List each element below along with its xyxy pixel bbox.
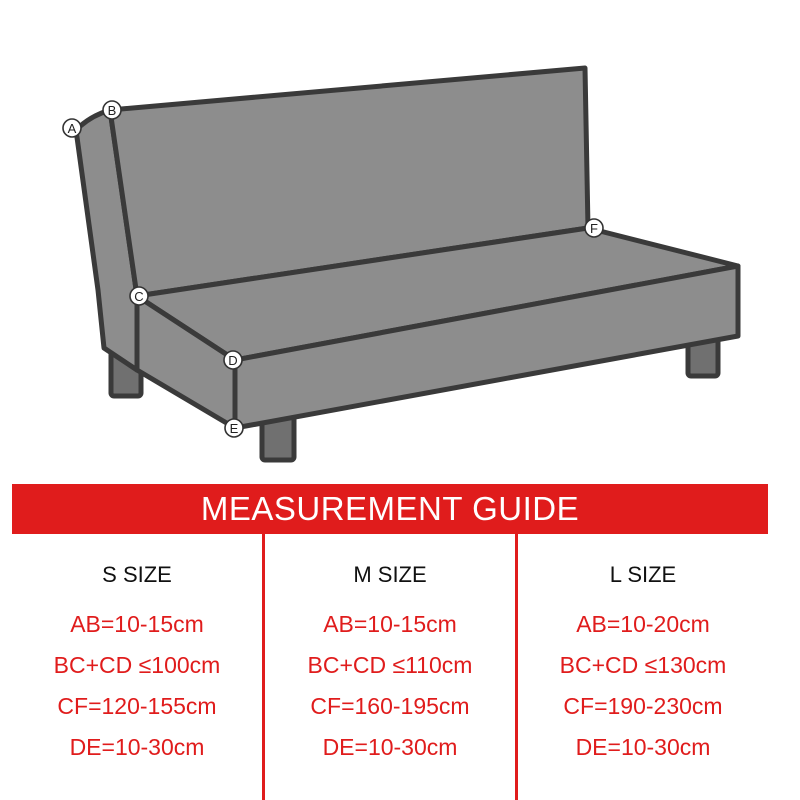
size-row-cf: CF=160-195cm <box>310 693 470 719</box>
point-d-marker <box>224 351 242 369</box>
size-row-de: DE=10-30cm <box>575 734 711 760</box>
measurement-guide-title: MEASUREMENT GUIDE <box>200 490 580 527</box>
size-column-s <box>12 534 262 800</box>
size-row-cf: CF=190-230cm <box>563 693 723 719</box>
size-row-de: DE=10-30cm <box>69 734 205 760</box>
point-c-marker <box>130 287 148 305</box>
point-e-label: E <box>229 421 239 436</box>
point-c-label: C <box>134 289 144 304</box>
point-f-marker <box>585 219 603 237</box>
size-table <box>12 534 768 800</box>
size-title: L SIZE <box>609 562 677 587</box>
point-d-label: D <box>228 353 238 368</box>
point-b-marker <box>103 101 121 119</box>
size-row-bc-cd: BC+CD ≤110cm <box>307 652 473 678</box>
size-row-bc-cd: BC+CD ≤100cm <box>53 652 221 678</box>
size-row-bc-cd: BC+CD ≤130cm <box>559 652 727 678</box>
point-a-marker <box>63 119 81 137</box>
size-column-l <box>518 534 768 800</box>
size-title: M SIZE <box>353 562 427 587</box>
point-b-label: B <box>107 103 117 118</box>
measurement-guide-banner <box>12 484 768 534</box>
size-row-ab: AB=10-20cm <box>576 611 710 637</box>
point-f-label: F <box>590 221 598 236</box>
point-a-label: A <box>67 121 77 136</box>
size-row-ab: AB=10-15cm <box>70 611 204 637</box>
size-row-de: DE=10-30cm <box>322 734 458 760</box>
size-row-ab: AB=10-15cm <box>323 611 457 637</box>
size-row-cf: CF=120-155cm <box>57 693 217 719</box>
point-e-marker <box>225 419 243 437</box>
size-column-m <box>265 534 515 800</box>
size-title: S SIZE <box>102 562 172 587</box>
